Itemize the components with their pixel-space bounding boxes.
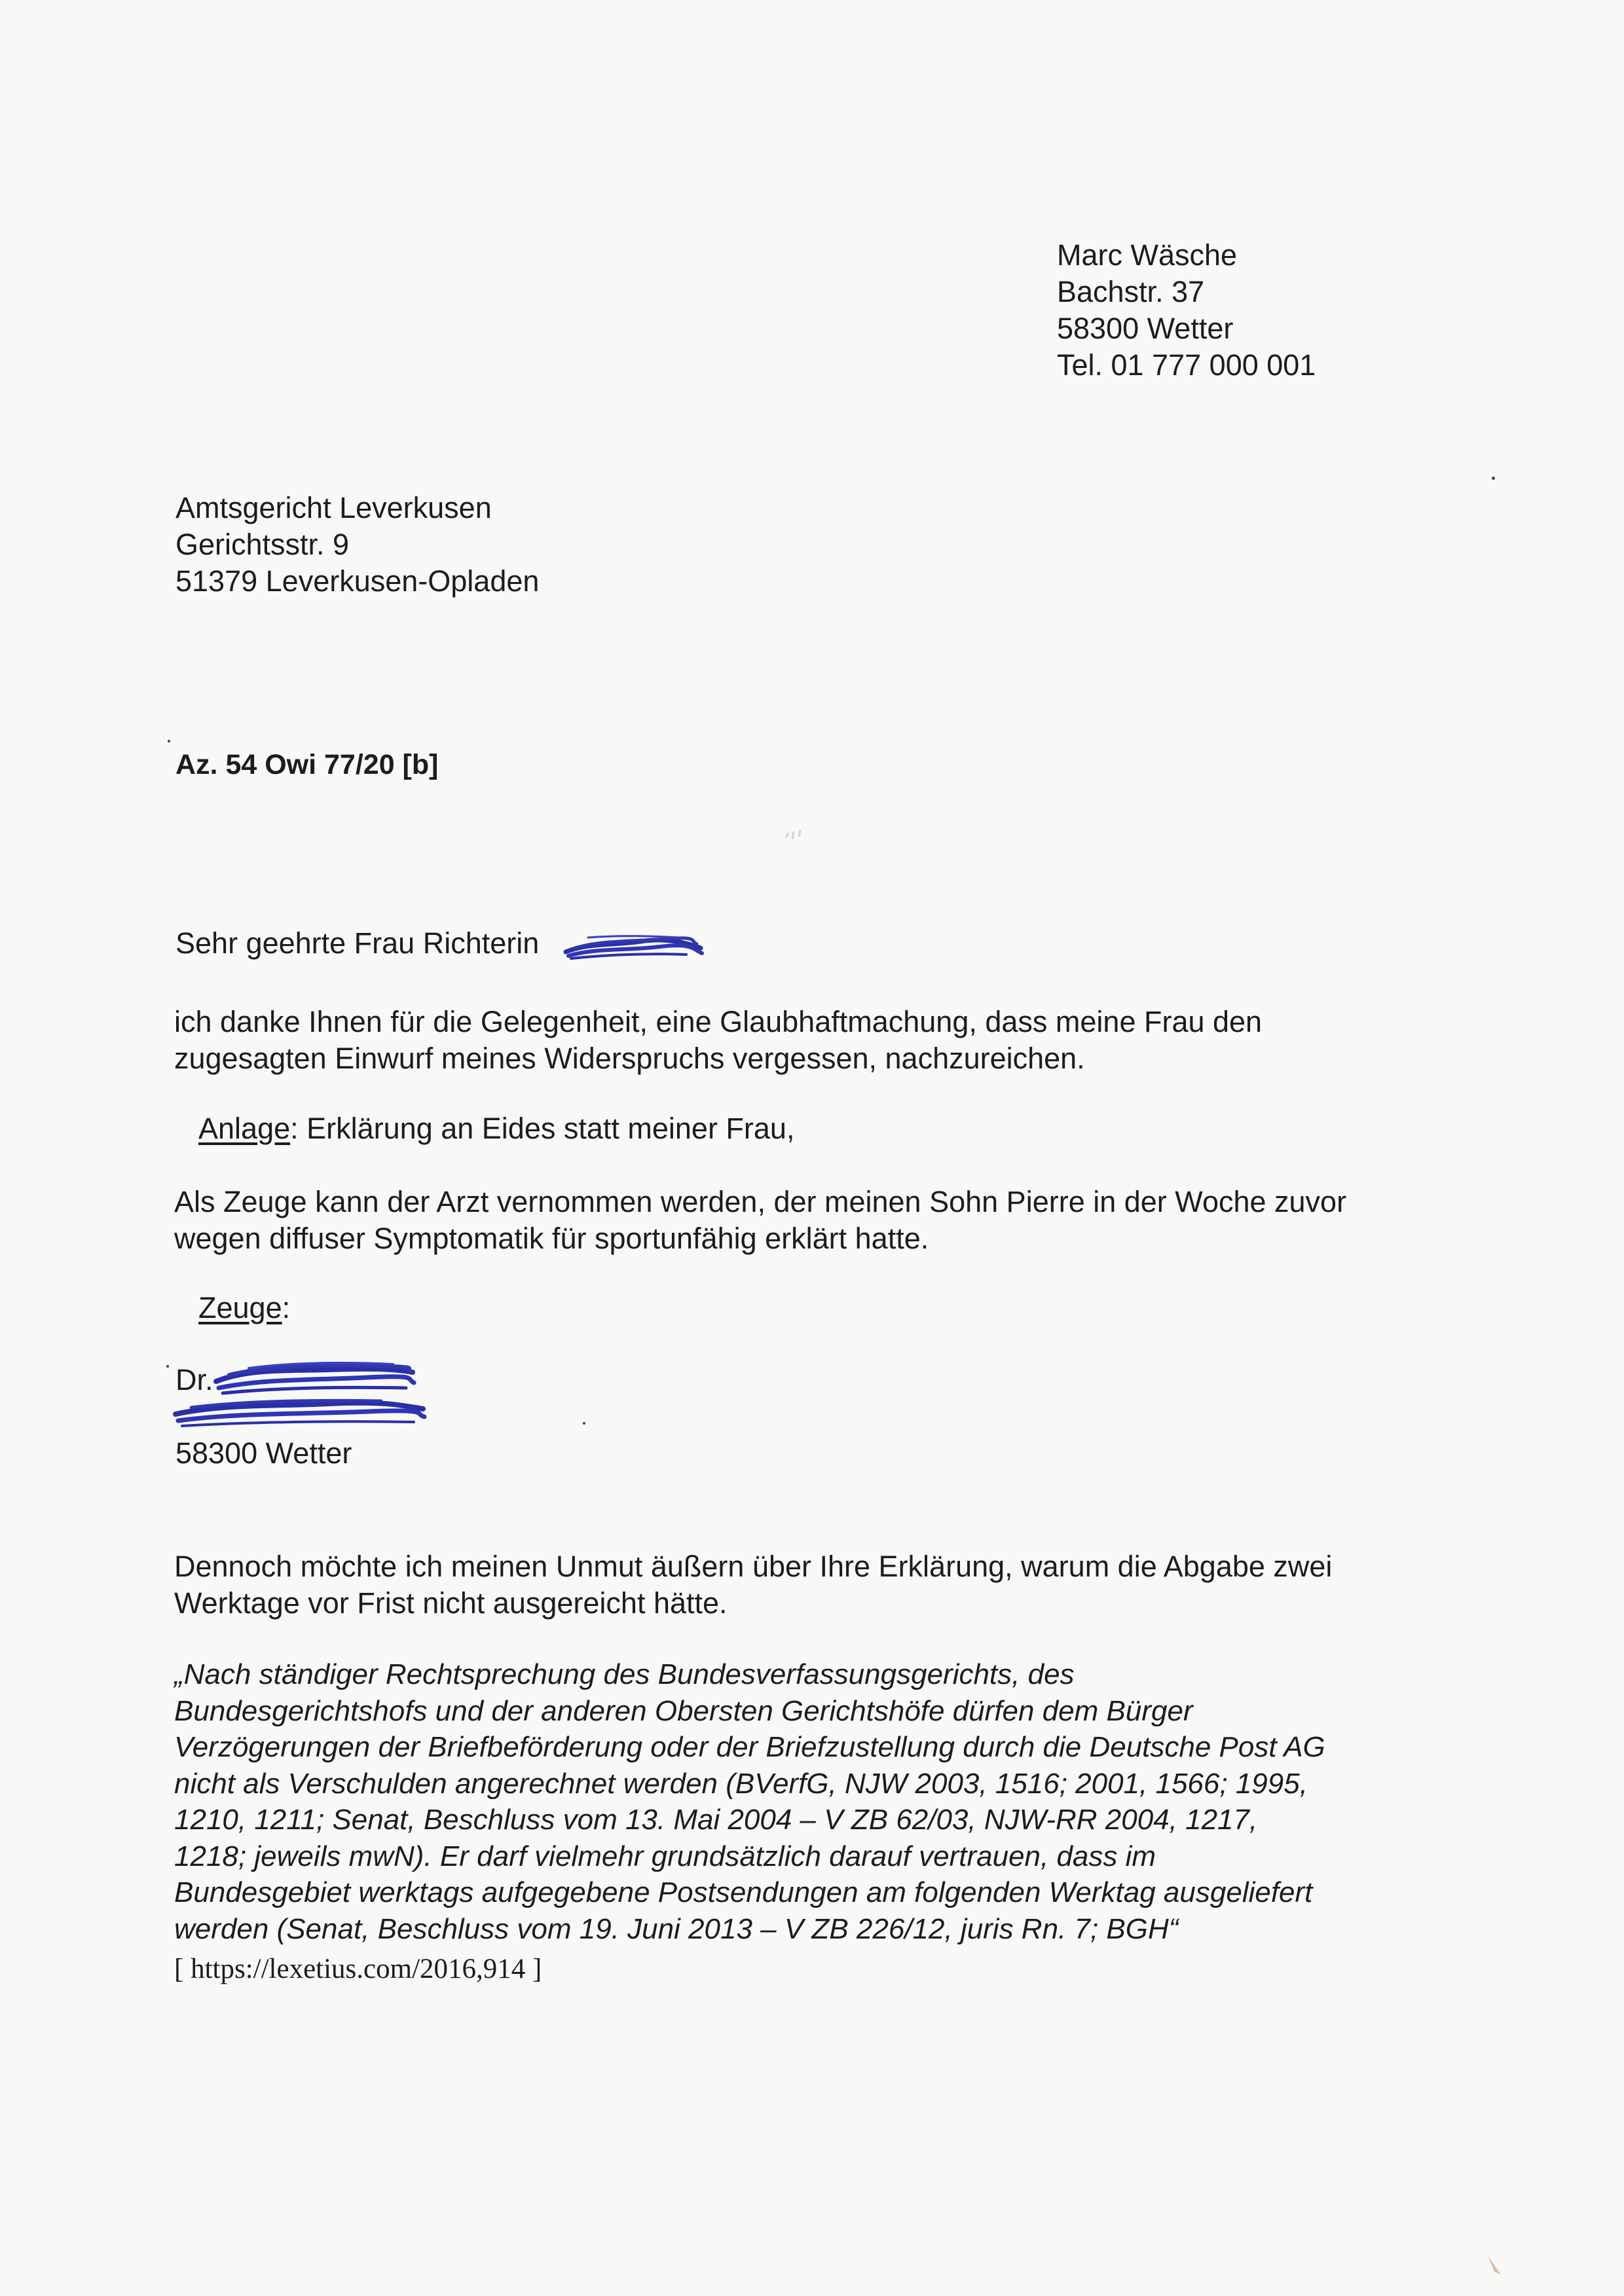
paragraph-line: wegen diffuser Symptomatik für sportunfähig erklärt hatte.: [174, 1222, 929, 1255]
scan-dot: [1492, 477, 1495, 480]
witness-heading: [198, 1290, 290, 1326]
salutation-text: Sehr geehrte Frau Richterin: [175, 926, 540, 960]
paragraph-line: ich danke Ihnen für die Gelegenheit, eine Glaubhaftmachung, dass meine Frau den: [174, 1005, 1263, 1038]
sender-address: [1057, 237, 1316, 384]
paragraph-line: Als Zeuge kann der Arzt vernommen werden, der meinen Sohn Pierre in der Woche zuvor: [174, 1185, 1347, 1218]
scan-dot: [583, 1422, 585, 1425]
paragraph-line: zugesagten Einwurf meines Widerspruchs vergessen, nachzureichen.: [174, 1042, 1085, 1075]
attachment-note: [198, 1110, 794, 1147]
quote-line: „Nach ständiger Rechtsprechung des Bundesverfassungsgerichts, des: [174, 1658, 1075, 1690]
attachment-text: : Erklärung an Eides statt meiner Frau,: [290, 1112, 795, 1145]
source-link[interactable]: [ https://lexetius.com/2016,914 ]: [174, 1954, 542, 1984]
redaction-scribble-judge-name: [562, 928, 706, 968]
quote-line: Bundesgebiet werktags aufgegebene Postsendungen am folgenden Werktag ausgeliefert: [174, 1876, 1313, 1908]
paragraph-line: Dennoch möchte ich meinen Unmut äußern über Ihre Erklärung, warum die Abgabe zwei: [174, 1550, 1333, 1583]
recipient-street: Gerichtsstr. 9: [175, 528, 350, 561]
salutation: [175, 925, 539, 962]
sender-street: Bachstr. 37: [1057, 275, 1205, 308]
sender-name: Marc Wäsche: [1057, 238, 1238, 272]
quote-line: 1218; jeweils mwN). Er darf vielmehr grundsätzlich darauf vertrauen, dass im: [174, 1840, 1156, 1872]
paragraph-witness: [174, 1184, 1346, 1257]
witness-city: 58300 Wetter: [175, 1436, 352, 1470]
quote-line: 1210, 1211; Senat, Beschluss vom 13. Mai 2004 – V ZB 62/03, NJW-RR 2004, 1217,: [174, 1804, 1258, 1836]
scan-dot: [168, 740, 170, 742]
paragraph-objection: [174, 1548, 1332, 1622]
paragraph-thanks: [174, 1004, 1262, 1077]
quote-line: Bundesgerichtshofs und der anderen Obersten Gerichtshöfe dürfen dem Bürger: [174, 1694, 1193, 1727]
sender-city: 58300 Wetter: [1057, 312, 1234, 345]
quote-line: nicht als Verschulden angerechnet werden (BVerfG, NJW 2003, 1516; 2001, 1566; 1995,: [174, 1767, 1308, 1800]
witness-title: Dr.: [175, 1363, 213, 1396]
case-reference: Az. 54 Owi 77/20 [b]: [175, 749, 439, 780]
quote-line: Verzögerungen der Briefbeförderung oder der Briefzustellung durch die Deutsche Post AG: [174, 1731, 1325, 1763]
court-quote: [174, 1656, 1325, 1947]
paragraph-line: Werktage vor Frist nicht ausgereicht hätte.: [174, 1586, 728, 1620]
corner-smudge: [1481, 2252, 1507, 2282]
recipient-address: [175, 490, 539, 600]
attachment-label: Anlage: [198, 1112, 291, 1145]
recipient-city: 51379 Leverkusen-Opladen: [175, 564, 540, 598]
recipient-name: Amtsgericht Leverkusen: [175, 491, 492, 524]
redaction-scribble-witness-street: [172, 1392, 427, 1431]
scan-smudge: [783, 826, 816, 849]
witness-label-suffix: :: [282, 1291, 291, 1324]
scan-dot: [166, 1365, 169, 1368]
quote-line: werden (Senat, Beschluss vom 19. Juni 2013 – V ZB 226/12, juris Rn. 7; BGH“: [174, 1912, 1179, 1945]
sender-phone: Tel. 01 777 000 001: [1057, 348, 1316, 382]
witness-label: Zeuge: [198, 1291, 282, 1324]
